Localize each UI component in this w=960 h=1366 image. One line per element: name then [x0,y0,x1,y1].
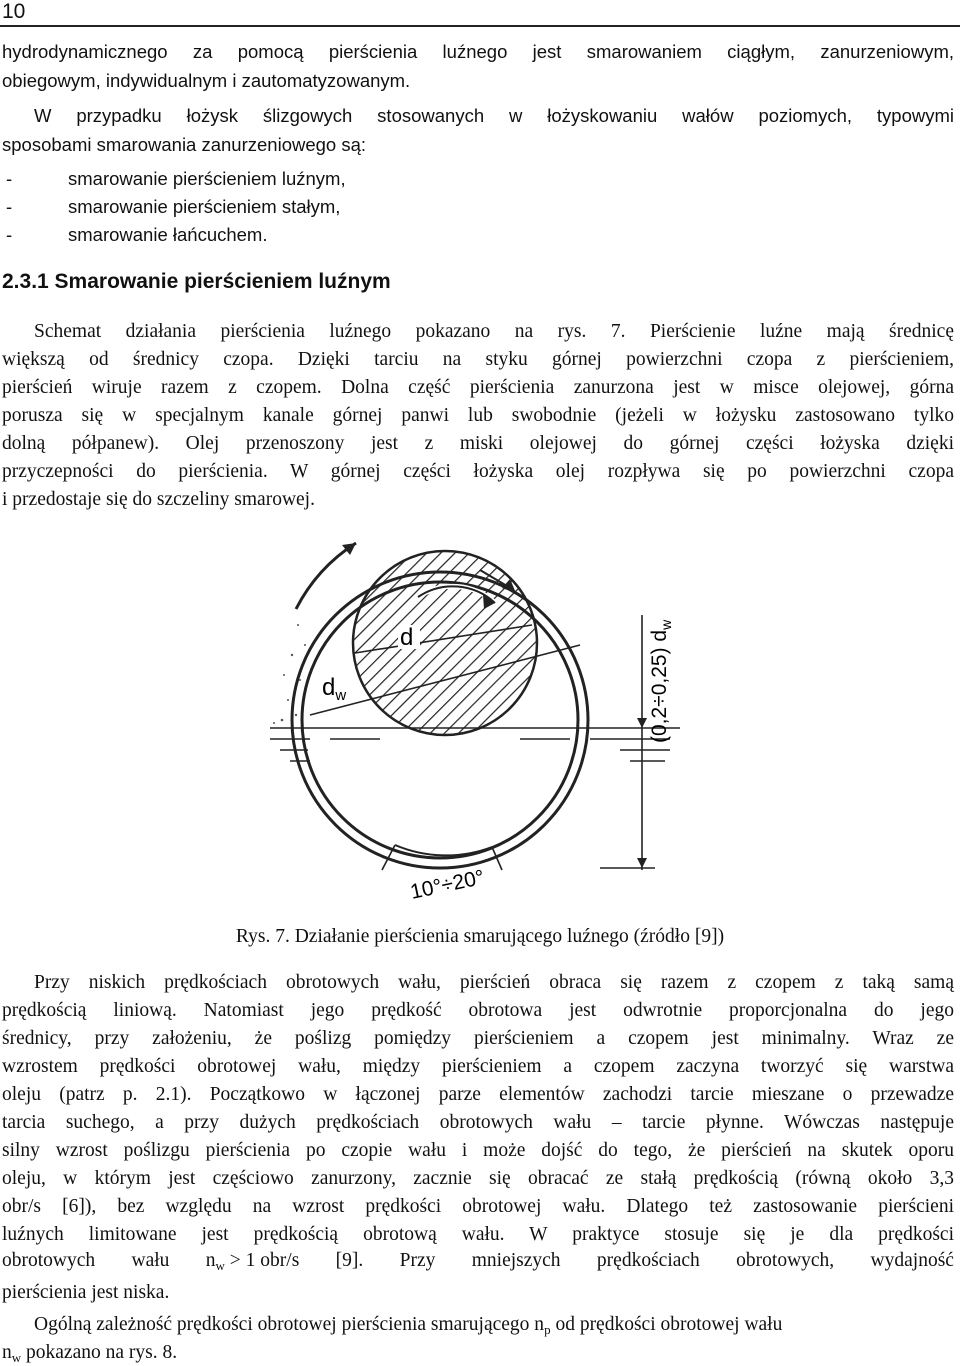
paragraph-line: przyczepności do pierścienia. W górnej części łożyska olej rozpływa się po powierzchni czopa [2,461,954,482]
paragraph-line: prędkością liniową. Natomiast jego prędkość obrotowa jest odwrotnie proporcjonalna do jego [2,1000,954,1021]
list-item: - smarowanie pierścieniem stałym, [6,196,341,217]
speed-formula: $n_w > 1$ obr/s [205,1250,300,1273]
list-item: - smarowanie łańcuchem. [6,224,268,245]
label-angle: 10°÷20° [408,865,487,904]
paragraph-line: $n_w$ pokazano na rys. 8. [2,1342,178,1365]
label-immersion-depth: (0,2÷0,25) $d_w$ [648,619,674,743]
shaft-journal [353,551,537,735]
rotation-arrow-outer [296,543,356,609]
paragraph-line: silny wzrost poślizgu pierścienia po czopie wału i może dojść do tego, że pierścień na skutek oporu [2,1140,954,1161]
paragraph-line: porusza się w specjalnym kanale górnej panwi lub swobodnie (jeżeli w łożysku zastosowano tylko [2,405,954,426]
ring-lubrication-figure [270,525,690,910]
list-item: - smarowanie pierścieniem luźnym, [6,168,346,189]
paragraph-line: dolną półpanew). Olej przenoszony jest z miski olejowej do górnej części łożyska dzięki [2,433,954,454]
paragraph-line: pierścień wiruje razem z czopem. Dolna część pierścienia zanurzona jest w misce olejowej, górna [2,377,954,398]
formula-line: obrotowych wału $n_w > 1$ obr/s [9]. Przy mniejszych prędkościach obrotowych, wydajność [2,1250,954,1273]
arrowhead-icon [342,543,356,555]
paragraph-line: Przy niskich prędkościach obrotowych wału, pierścień obraca się razem z czopem z taką samą [34,972,954,993]
paragraph-line: oleju (patrz p. 2.1). Początkowo w łączonej parze elementów zachodzi tarcie mieszane o przewadze [2,1084,954,1105]
paragraph-line: oleju, w którym jest częściowo zanurzony, zacznie się obracać ze stałą prędkością (równą około 3,3 [2,1168,954,1189]
intro-line: W przypadku łożysk ślizgowych stosowanych w łożyskowaniu wałów poziomych, typowymi [34,105,954,126]
section-heading: 2.3.1 Smarowanie pierścieniem luźnym [2,270,391,293]
intro-line: sposobami smarowania zanurzeniowego są: [2,134,367,155]
paragraph-line: luźnych limitowane jest prędkością obrotową wału. W praktyce stosuje się je dla prędkości [2,1224,954,1245]
paragraph-line: pierścienia jest niska. [2,1282,170,1303]
paragraph-line: tarcia suchego, a przy dużych prędkościach obrotowych wału – tarcie płynne. Wówczas następuje [2,1112,954,1133]
paragraph-line: średnicy, przy założeniu, że poślizg pomiędzy pierścieniem a czopem jest minimalny. Wraz ze [2,1028,954,1049]
header-rule [0,25,960,27]
label-d: d [400,624,414,651]
paragraph-line: Schemat działania pierścienia luźnego pokazano na rys. 7. Pierścienie luźne mają średnicę [34,321,954,342]
paragraph-line: obr/s [6]), bez względu na wzrost prędkości obrotowej wału. Dlatego też zastosowanie pierścieni [2,1196,954,1217]
paragraph-line: większą od średnicy czopa. Dzięki tarciu na styku górnej powierzchni czopa z pierścieniem, [2,349,954,370]
intro-line: hydrodynamicznego za pomocą pierścienia luźnego jest smarowaniem ciągłym, zanurzeniowym, [2,41,954,62]
intro-line: obiegowym, indywidualnym i zautomatyzowanym. [2,70,411,91]
oil-level [270,728,680,761]
paragraph-line: i przedostaje się do szczeliny smarowej. [2,489,315,510]
paragraph-line: wzrostem prędkości obrotowej wału, między pierścieniem a czopem zaczyna tworzyć się warstwa [2,1056,954,1077]
paragraph-line: Ogólną zależność prędkości obrotowej pierścienia smarującego $n_p$ od prędkości obrotowej wału [34,1314,783,1337]
page-number: 10 [2,0,26,23]
figure-caption: Rys. 7. Działanie pierścienia smarującego luźnego (źródło [9]) [235,926,725,947]
label-dw: $d_w$ [322,674,347,704]
